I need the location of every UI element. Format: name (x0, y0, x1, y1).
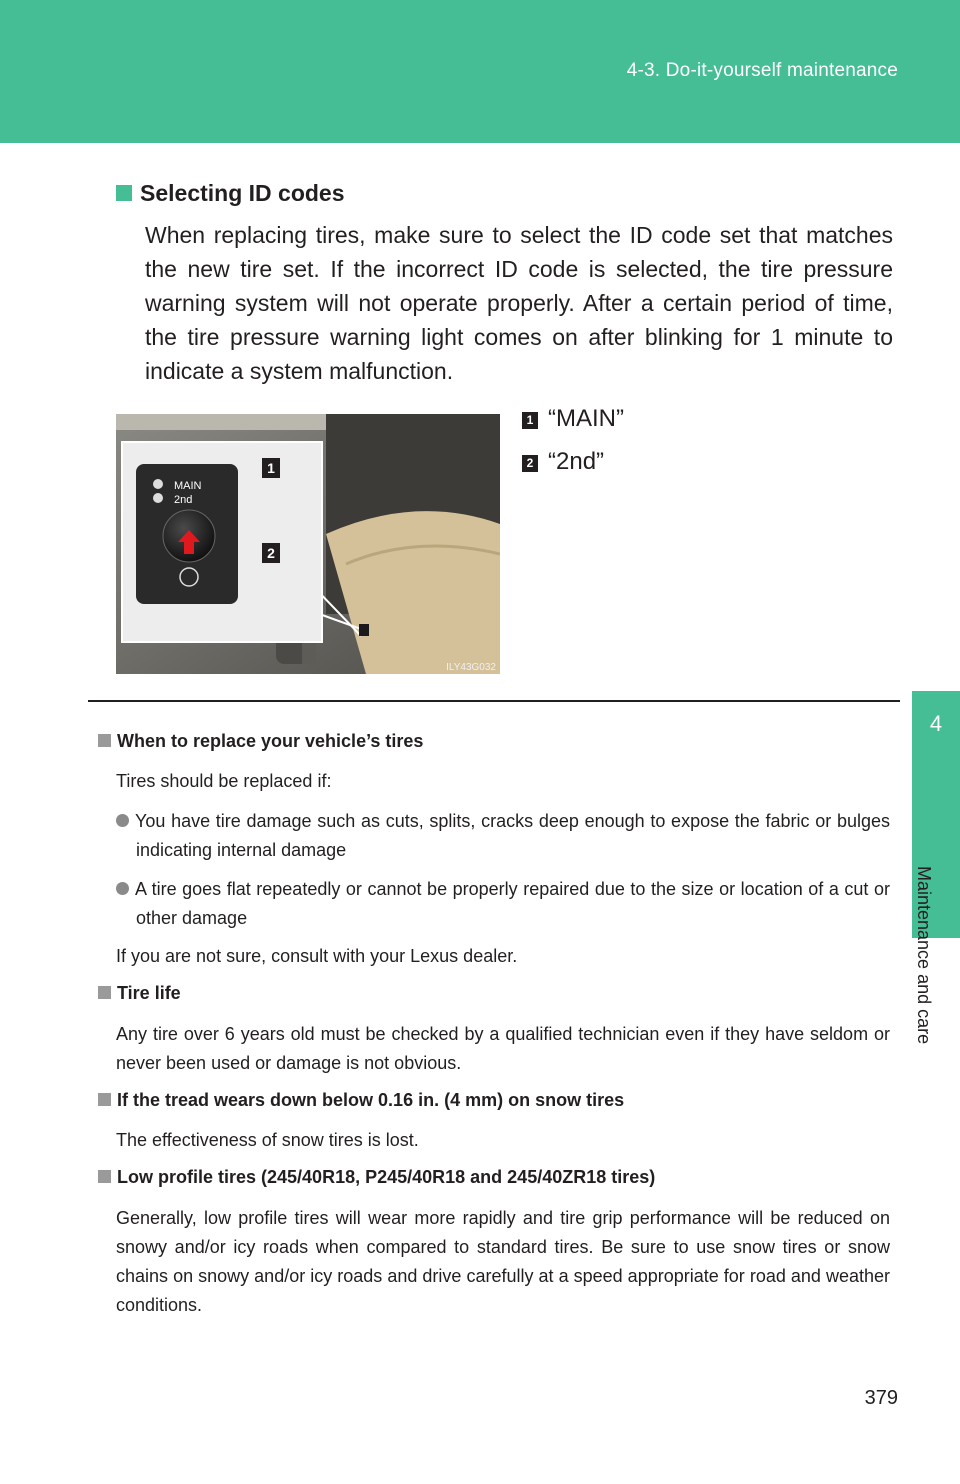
chapter-number: 4 (929, 711, 943, 736)
chapter-label: Maintenance and care (914, 866, 934, 1045)
note-heading-snow: If the tread wears down below 0.16 in. (4 mm) on snow tires (98, 1090, 624, 1111)
square-bullet-icon (116, 185, 132, 201)
section-body: When replacing tires, make sure to select the ID code set that matches the new tire set. If the incorrect ID code is selected, the tire pressure warning system will not operate properly. After a certain period of time, the tire pressure warning light comes on after blinking for 1 minute to indicate a system malfunction. (145, 222, 893, 384)
note-text-tire-life: Any tire over 6 years old must be checked by a qualified technician even if they have seldom or never been used or damage is not obvious. (116, 1024, 890, 1073)
note-heading-replace: When to replace your vehicle’s tires (98, 731, 423, 752)
main-panel-label: MAIN (174, 480, 202, 492)
page-number: 379 (864, 1387, 898, 1409)
chapter-side-tab (912, 143, 960, 1484)
bullet-dot-icon (116, 882, 129, 895)
dashboard-illustration (116, 414, 500, 674)
header-title: 4-3. Do-it-yourself maintenance (626, 60, 898, 81)
note-outro-replace: If you are not sure, consult with your Lexus dealer. (116, 946, 518, 966)
bullet-dot-icon (116, 814, 129, 827)
note-heading-tire-life: Tire life (98, 983, 181, 1004)
note-intro-replace: Tires should be replaced if: (116, 771, 332, 791)
list-item: A tire goes flat repeatedly or cannot be properly repaired due to the size or location of a cut or other damage (116, 875, 890, 933)
square-bullet-icon (98, 1093, 111, 1106)
legend-number-2: 2 (522, 455, 538, 472)
photo-callout-1: 1 (267, 460, 275, 476)
photo-callout-2: 2 (267, 545, 275, 561)
section-heading-text: Selecting ID codes (140, 180, 345, 206)
legend-number-1: 1 (522, 412, 538, 429)
image-code: ILY43G032 (446, 662, 496, 673)
dashboard-photo (116, 414, 500, 674)
section-heading (116, 180, 345, 207)
square-bullet-icon (98, 986, 111, 999)
square-bullet-icon (98, 1170, 111, 1183)
note-text-snow: The effectiveness of snow tires is lost. (116, 1130, 419, 1150)
legend-item-main (522, 405, 624, 433)
divider (88, 700, 900, 702)
note-heading-low-profile: Low profile tires (245/40R18, P245/40R18 and 245/40ZR18 tires) (98, 1167, 655, 1188)
legend-label-main: “MAIN” (548, 405, 624, 432)
square-bullet-icon (98, 734, 111, 747)
legend-label-2nd: “2nd” (548, 448, 605, 475)
legend-item-2nd (522, 448, 604, 476)
note-text-low-profile: Generally, low profile tires will wear more rapidly and tire grip performance will be reduced on snowy and/or icy roads when compared to standard tires. Be sure to use snow tires or snow chains on snowy and/or icy roads and drive carefully at a speed appropriate for road and weather conditions. (116, 1208, 890, 1315)
list-item: You have tire damage such as cuts, splits, cracks deep enough to expose the fabric or bulges indicating internal damage (116, 807, 890, 865)
page-header (0, 0, 960, 143)
second-panel-label: 2nd (174, 494, 193, 506)
